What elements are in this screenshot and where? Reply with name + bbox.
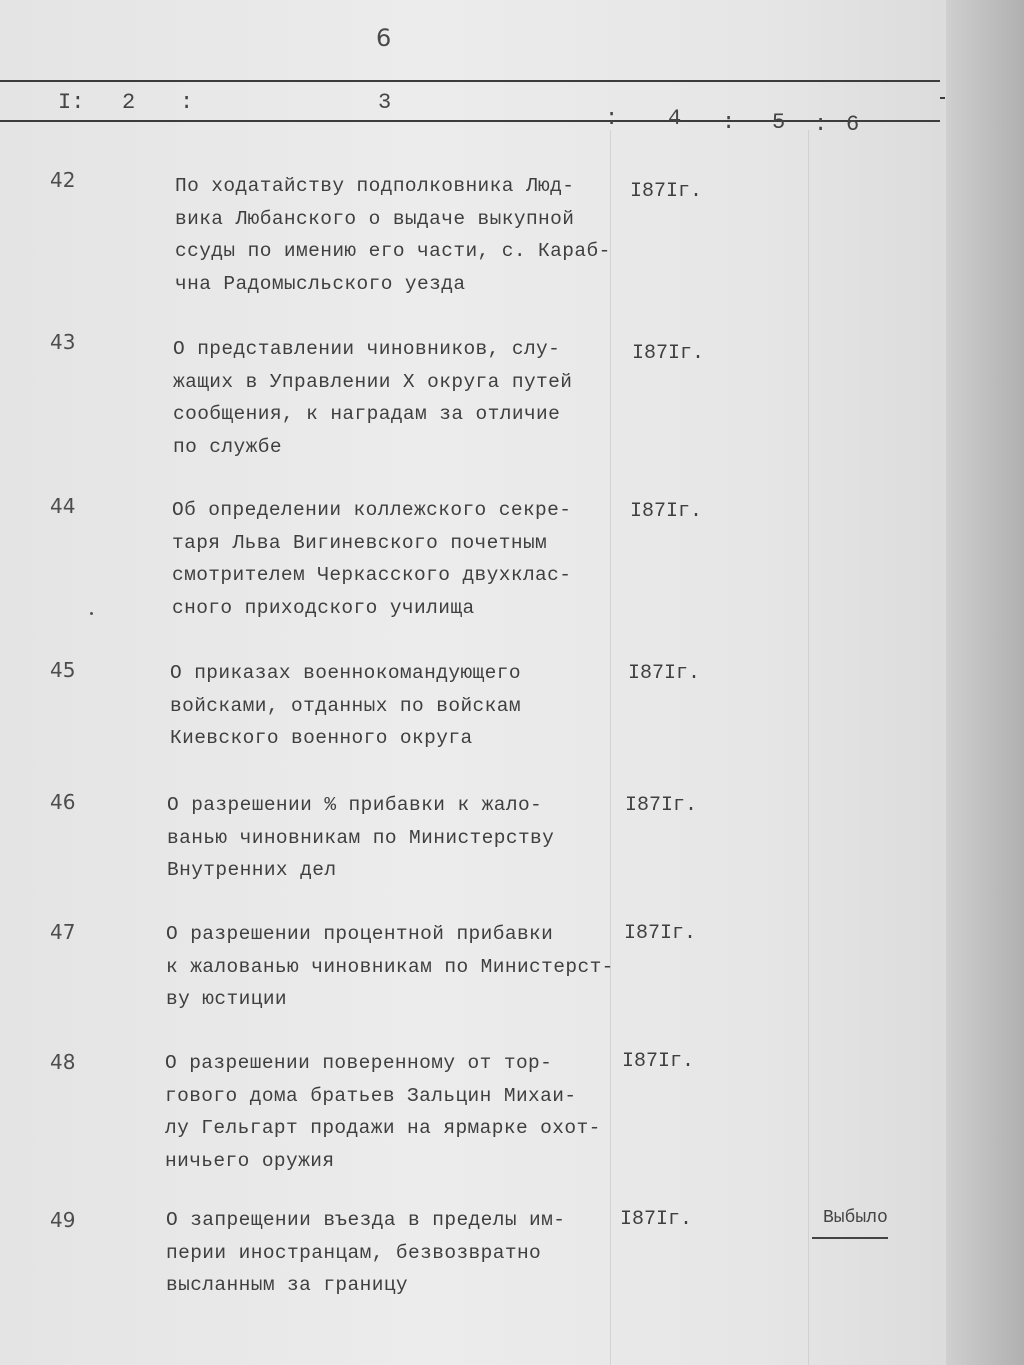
entry-date: I87Iг. xyxy=(625,794,698,817)
column-header-4: 4 xyxy=(668,106,682,131)
entry-title-line: О разрешении процентной прибавки xyxy=(166,923,554,945)
entry-date: I87Iг. xyxy=(622,1050,695,1073)
column-header-2: 2 xyxy=(122,90,136,115)
entry-title-line: Об определении коллежского секре- xyxy=(172,499,572,521)
entry-number: 43 xyxy=(50,330,76,354)
entry-title-line: таря Льва Вигиневского почетным xyxy=(172,531,548,554)
entry-title-line: перии иностранцам, безвозвратно xyxy=(166,1241,542,1264)
header-rule-bottom xyxy=(0,120,940,122)
entry-number: 49 xyxy=(50,1208,76,1232)
entry-number: 44 xyxy=(50,494,76,518)
entry-title-line: высланным за границу xyxy=(166,1274,409,1296)
entry-title-line: смотрителем Черкасского двухклас- xyxy=(172,564,572,586)
entry-title xyxy=(166,918,636,1016)
entry-number: 48 xyxy=(50,1050,76,1074)
entry-title-line: войсками, отданных по войскам xyxy=(170,694,521,717)
entry-number: 45 xyxy=(50,658,76,682)
note-underline xyxy=(812,1237,888,1239)
entry-title-line: ничьего оружия xyxy=(165,1149,335,1172)
entry-title xyxy=(167,789,637,887)
next-page-edge xyxy=(940,0,1024,1365)
column-header-1: I: xyxy=(58,90,85,115)
entry-title-line: лу Гельгарт продажи на ярмарке охот- xyxy=(165,1117,601,1139)
entry-title-line: вика Любанского о выдаче выкупной xyxy=(175,207,575,230)
entry-title-line: О запрещении въезда в пределы им- xyxy=(166,1209,566,1231)
entry-title-line: сообщения, к наградам за отличие xyxy=(173,403,561,425)
entry-title-line: сного приходского училища xyxy=(172,596,475,619)
entry-number: 47 xyxy=(50,920,76,944)
column-header-3: 3 xyxy=(378,90,392,115)
header-rule-tick xyxy=(940,97,945,99)
column-separator: : xyxy=(722,110,736,135)
column-separator: : xyxy=(814,112,828,137)
paper-speck xyxy=(90,612,93,615)
entry-title-line: Внутренних дел xyxy=(167,859,337,881)
entry-title-line: ванью чиновникам по Министерству xyxy=(167,826,555,849)
entry-title-line: по службе xyxy=(173,435,282,458)
column-separator: : xyxy=(180,90,194,115)
column-guide xyxy=(808,130,809,1365)
entry-date: I87Iг. xyxy=(630,180,703,203)
entry-title xyxy=(175,170,645,300)
entry-title xyxy=(172,494,642,624)
entry-title-line: ву юстиции xyxy=(166,988,288,1010)
entry-note: Выбыло xyxy=(823,1208,888,1228)
entry-title-line: О разрешении поверенному от тор- xyxy=(165,1052,553,1074)
entry-date: I87Iг. xyxy=(628,662,701,685)
entry-date: I87Iг. xyxy=(620,1208,693,1231)
entry-number: 42 xyxy=(50,168,76,192)
page-number: 6 xyxy=(376,24,392,52)
entry-title xyxy=(165,1047,635,1177)
entry-title-line: чна Радомысльского уезда xyxy=(175,272,466,295)
column-separator: : xyxy=(605,106,619,131)
entry-title-line: О приказах военнокомандующего xyxy=(170,662,521,684)
entry-number: 46 xyxy=(50,790,76,814)
entry-title-line: О разрешении % прибавки к жало- xyxy=(167,794,543,816)
entry-date: I87Iг. xyxy=(624,922,697,945)
entry-title xyxy=(170,657,640,755)
entry-title xyxy=(173,333,643,463)
header-rule-top xyxy=(0,80,940,82)
column-header-6: 6 xyxy=(846,112,860,137)
entry-title-line: жащих в Управлении X округа путей xyxy=(173,370,573,393)
entry-title-line: гового дома братьев Зальцин Михаи- xyxy=(165,1084,577,1107)
entry-title-line: ссуды по имению его части, с. Караб- xyxy=(175,240,611,262)
entry-title-line: О представлении чиновников, слу- xyxy=(173,338,561,360)
entry-title-line: По ходатайству подполковника Люд- xyxy=(175,175,575,197)
entry-date: I87Iг. xyxy=(630,500,703,523)
entry-title-line: Киевского военного округа xyxy=(170,727,473,749)
entry-date: I87Iг. xyxy=(632,342,705,365)
entry-title xyxy=(166,1204,636,1302)
entry-title-line: к жалованью чиновникам по Министерст- xyxy=(166,955,614,978)
column-header-5: 5 xyxy=(772,110,786,135)
